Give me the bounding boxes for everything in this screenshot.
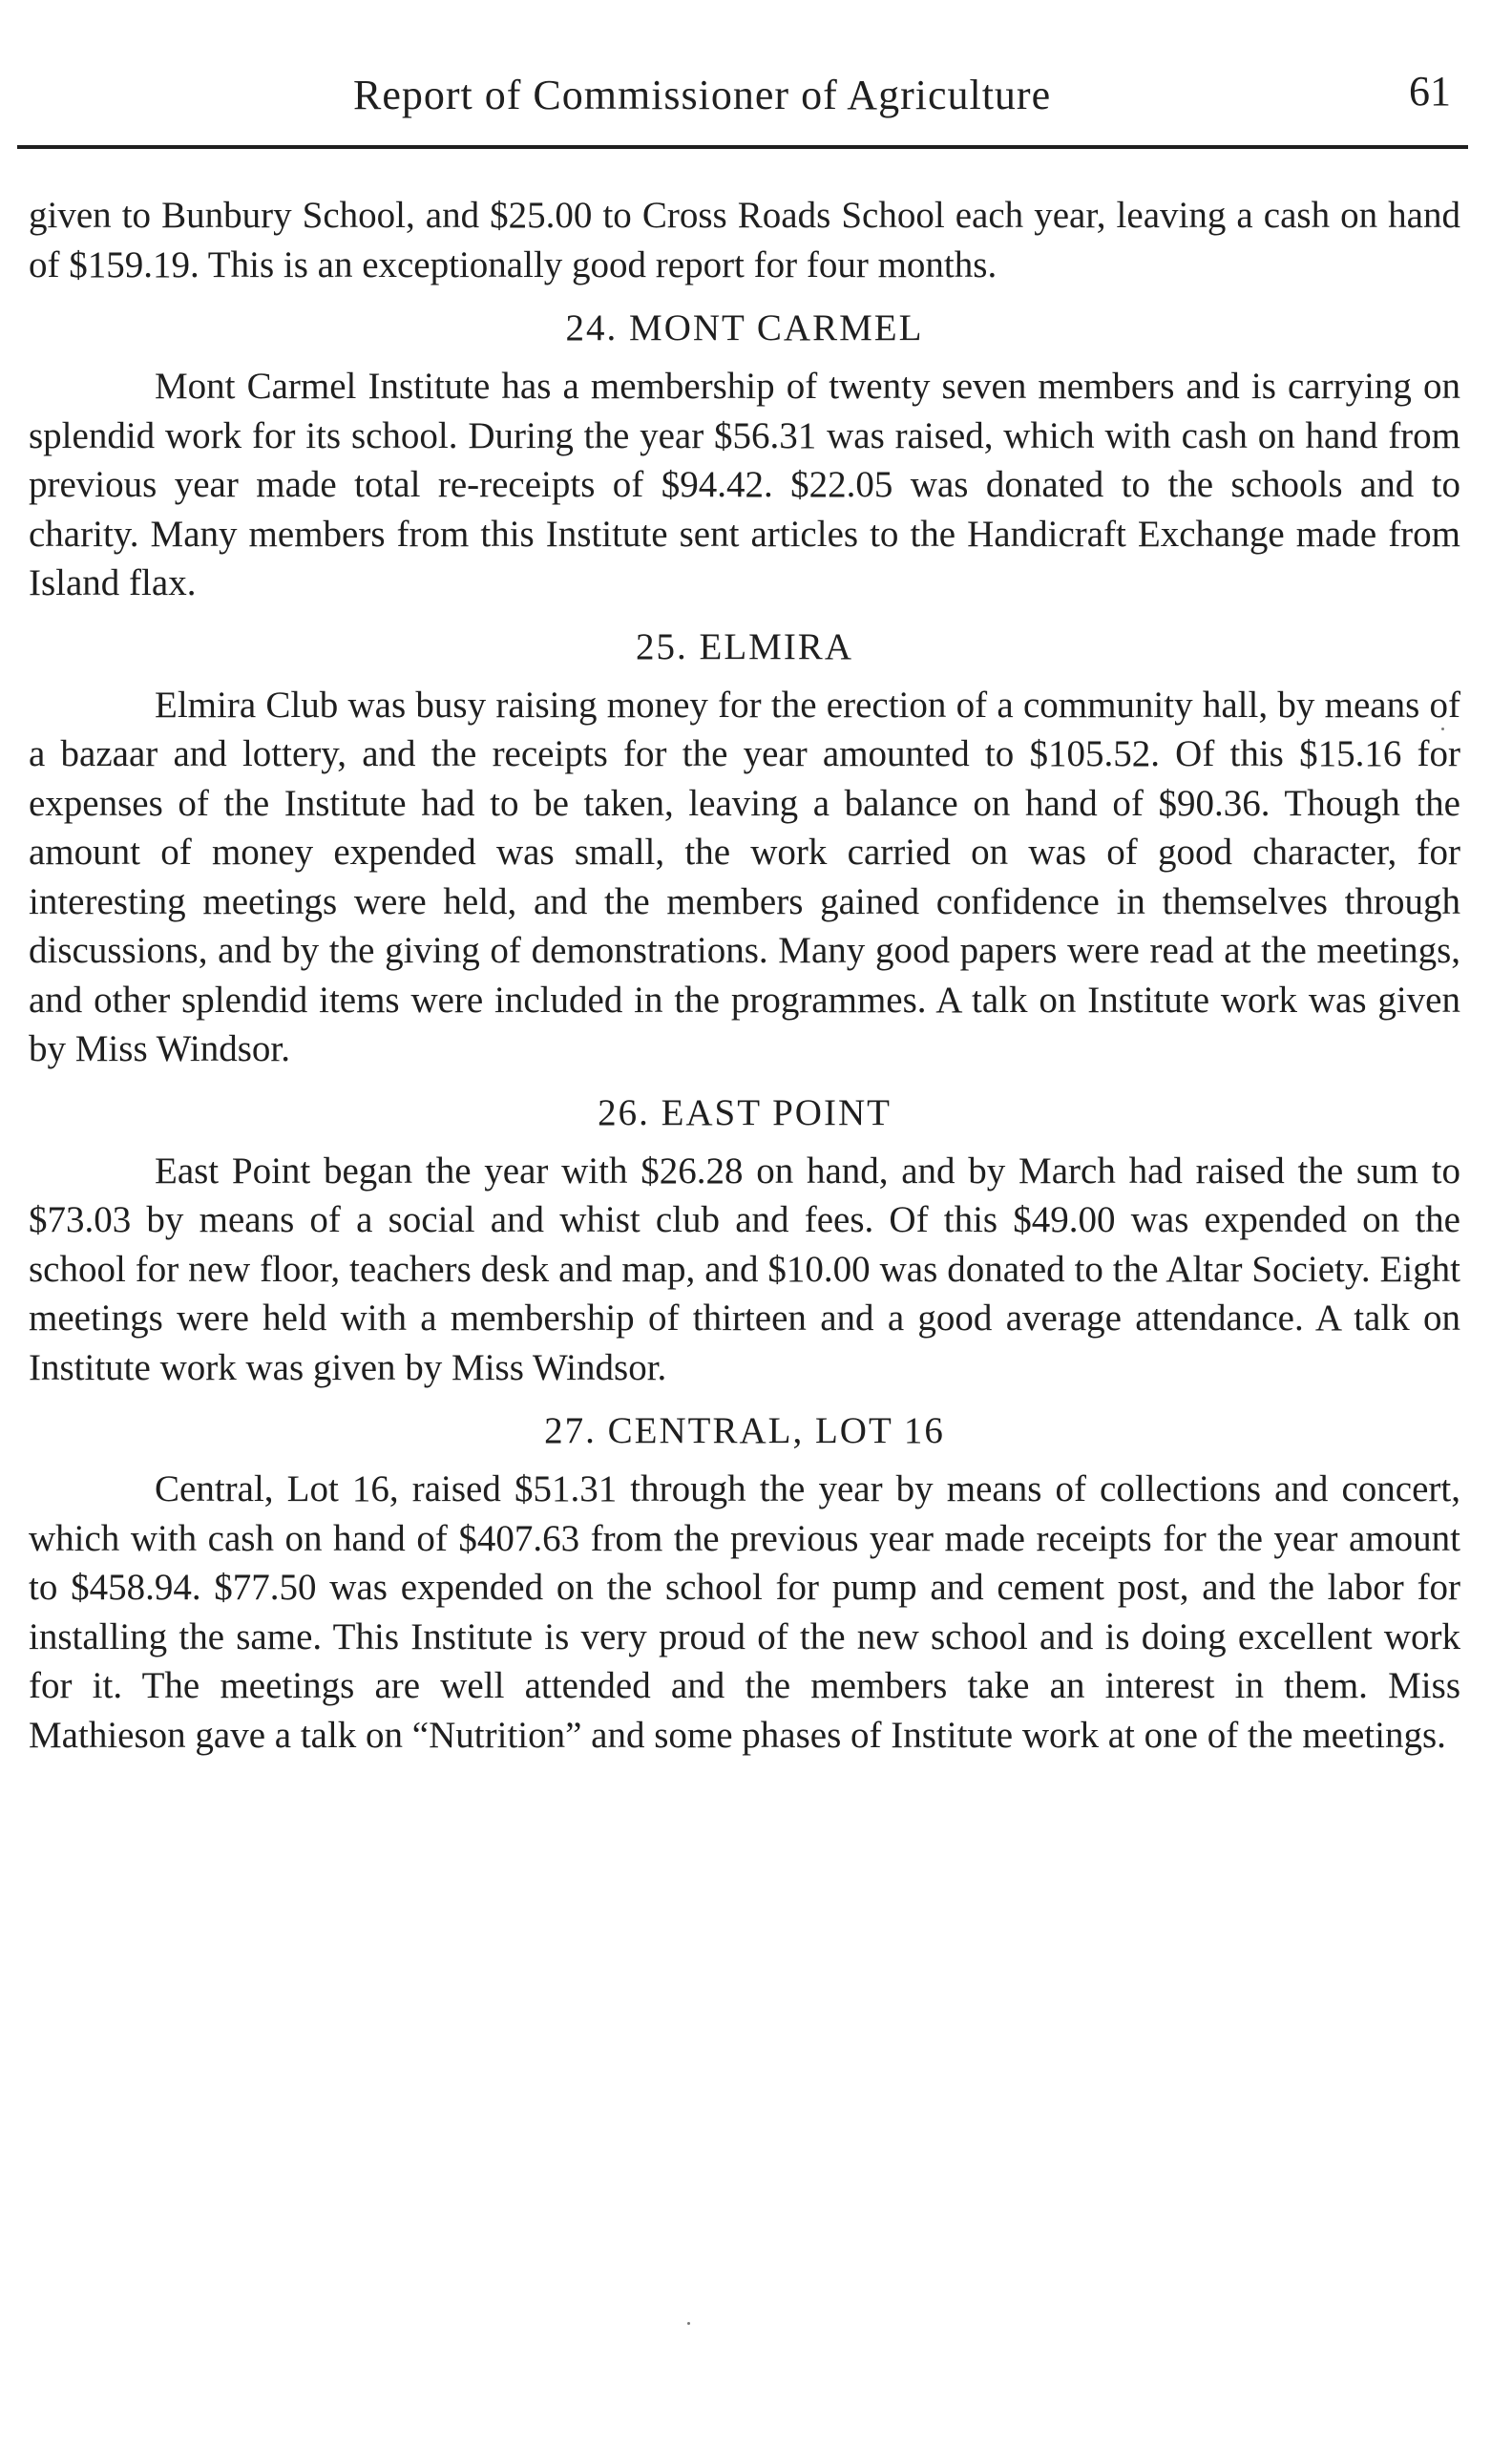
scan-speck: [687, 2322, 690, 2325]
section-mont-carmel: [29, 299, 1460, 608]
section-heading: 25. ELMIRA: [636, 625, 853, 667]
section-east-point: [29, 1084, 1460, 1393]
continuation-paragraph: given to Bunbury School, and $25.00 to Cross Roads School each year, leaving a cash on hand of $159.19. This is an exceptionally good report for four months.: [29, 195, 1460, 285]
scan-speck: [1441, 728, 1444, 730]
document-page: [29, 0, 1460, 2448]
section-heading: 26. EAST POINT: [598, 1091, 892, 1133]
header-rule: [17, 145, 1468, 149]
section-heading: 27. CENTRAL, LOT 16: [544, 1410, 945, 1451]
running-title: Report of Commissioner of Agriculture: [353, 72, 1052, 118]
section-paragraph: Central, Lot 16, raised $51.31 through the year by means of collections and concert, which with cash on hand of $407.63 from the previous year made receipts for the year amount to $458.94. $77.50 was expended on the school for pump and cement post, and the labor for installing the same. This Institute is very proud of the new school and is doing excellent work for it. The meetings are well attended and the members take an interest in them. Miss Mathieson gave a talk on “Nutrition” and some phases of Institute work at one of the meetings.: [29, 1468, 1460, 1756]
section-elmira: [29, 618, 1460, 1074]
section-central-lot-16: [29, 1402, 1460, 1760]
section-heading: 24. MONT CARMEL: [565, 307, 924, 348]
text-block: [29, 191, 1460, 1760]
page-number: 61: [1409, 68, 1451, 115]
running-head: [29, 59, 1460, 136]
section-paragraph: Mont Carmel Institute has a membership of twenty seven members and is carrying on splendid work for its school. During the year $56.31 was raised, which with cash on hand from previous year made total re-receipts of $94.42. $22.05 was donated to the schools and to charity. Many members from this Institute sent articles to the Handicraft Exchange made from Island flax.: [29, 366, 1460, 603]
section-paragraph: East Point began the year with $26.28 on hand, and by March had raised the sum to $73.03 by means of a social and whist club and fees. Of this $49.00 was expended on the school for new floor, teachers desk and map, and $10.00 was donated to the Altar Society. Eight meetings were held with a membership of thirteen and a good average attendance. A talk on Institute work was given by Miss Windsor.: [29, 1150, 1460, 1388]
section-paragraph: Elmira Club was busy raising money for the erection of a community hall, by means of a bazaar and lottery, and the receipts for the year amounted to $105.52. Of this $15.16 for expenses of the Institute had to be taken, leaving a balance on hand of $90.36. Though the amount of money expended was small, the work carried on was of good character, for interesting meetings were held, and the members gained confidence in themselves through discussions, and by the giving of demonstrations. Many good papers were read at the meetings, and other splendid items were included in the programmes. A talk on Institute work was given by Miss Windsor.: [29, 684, 1460, 1069]
